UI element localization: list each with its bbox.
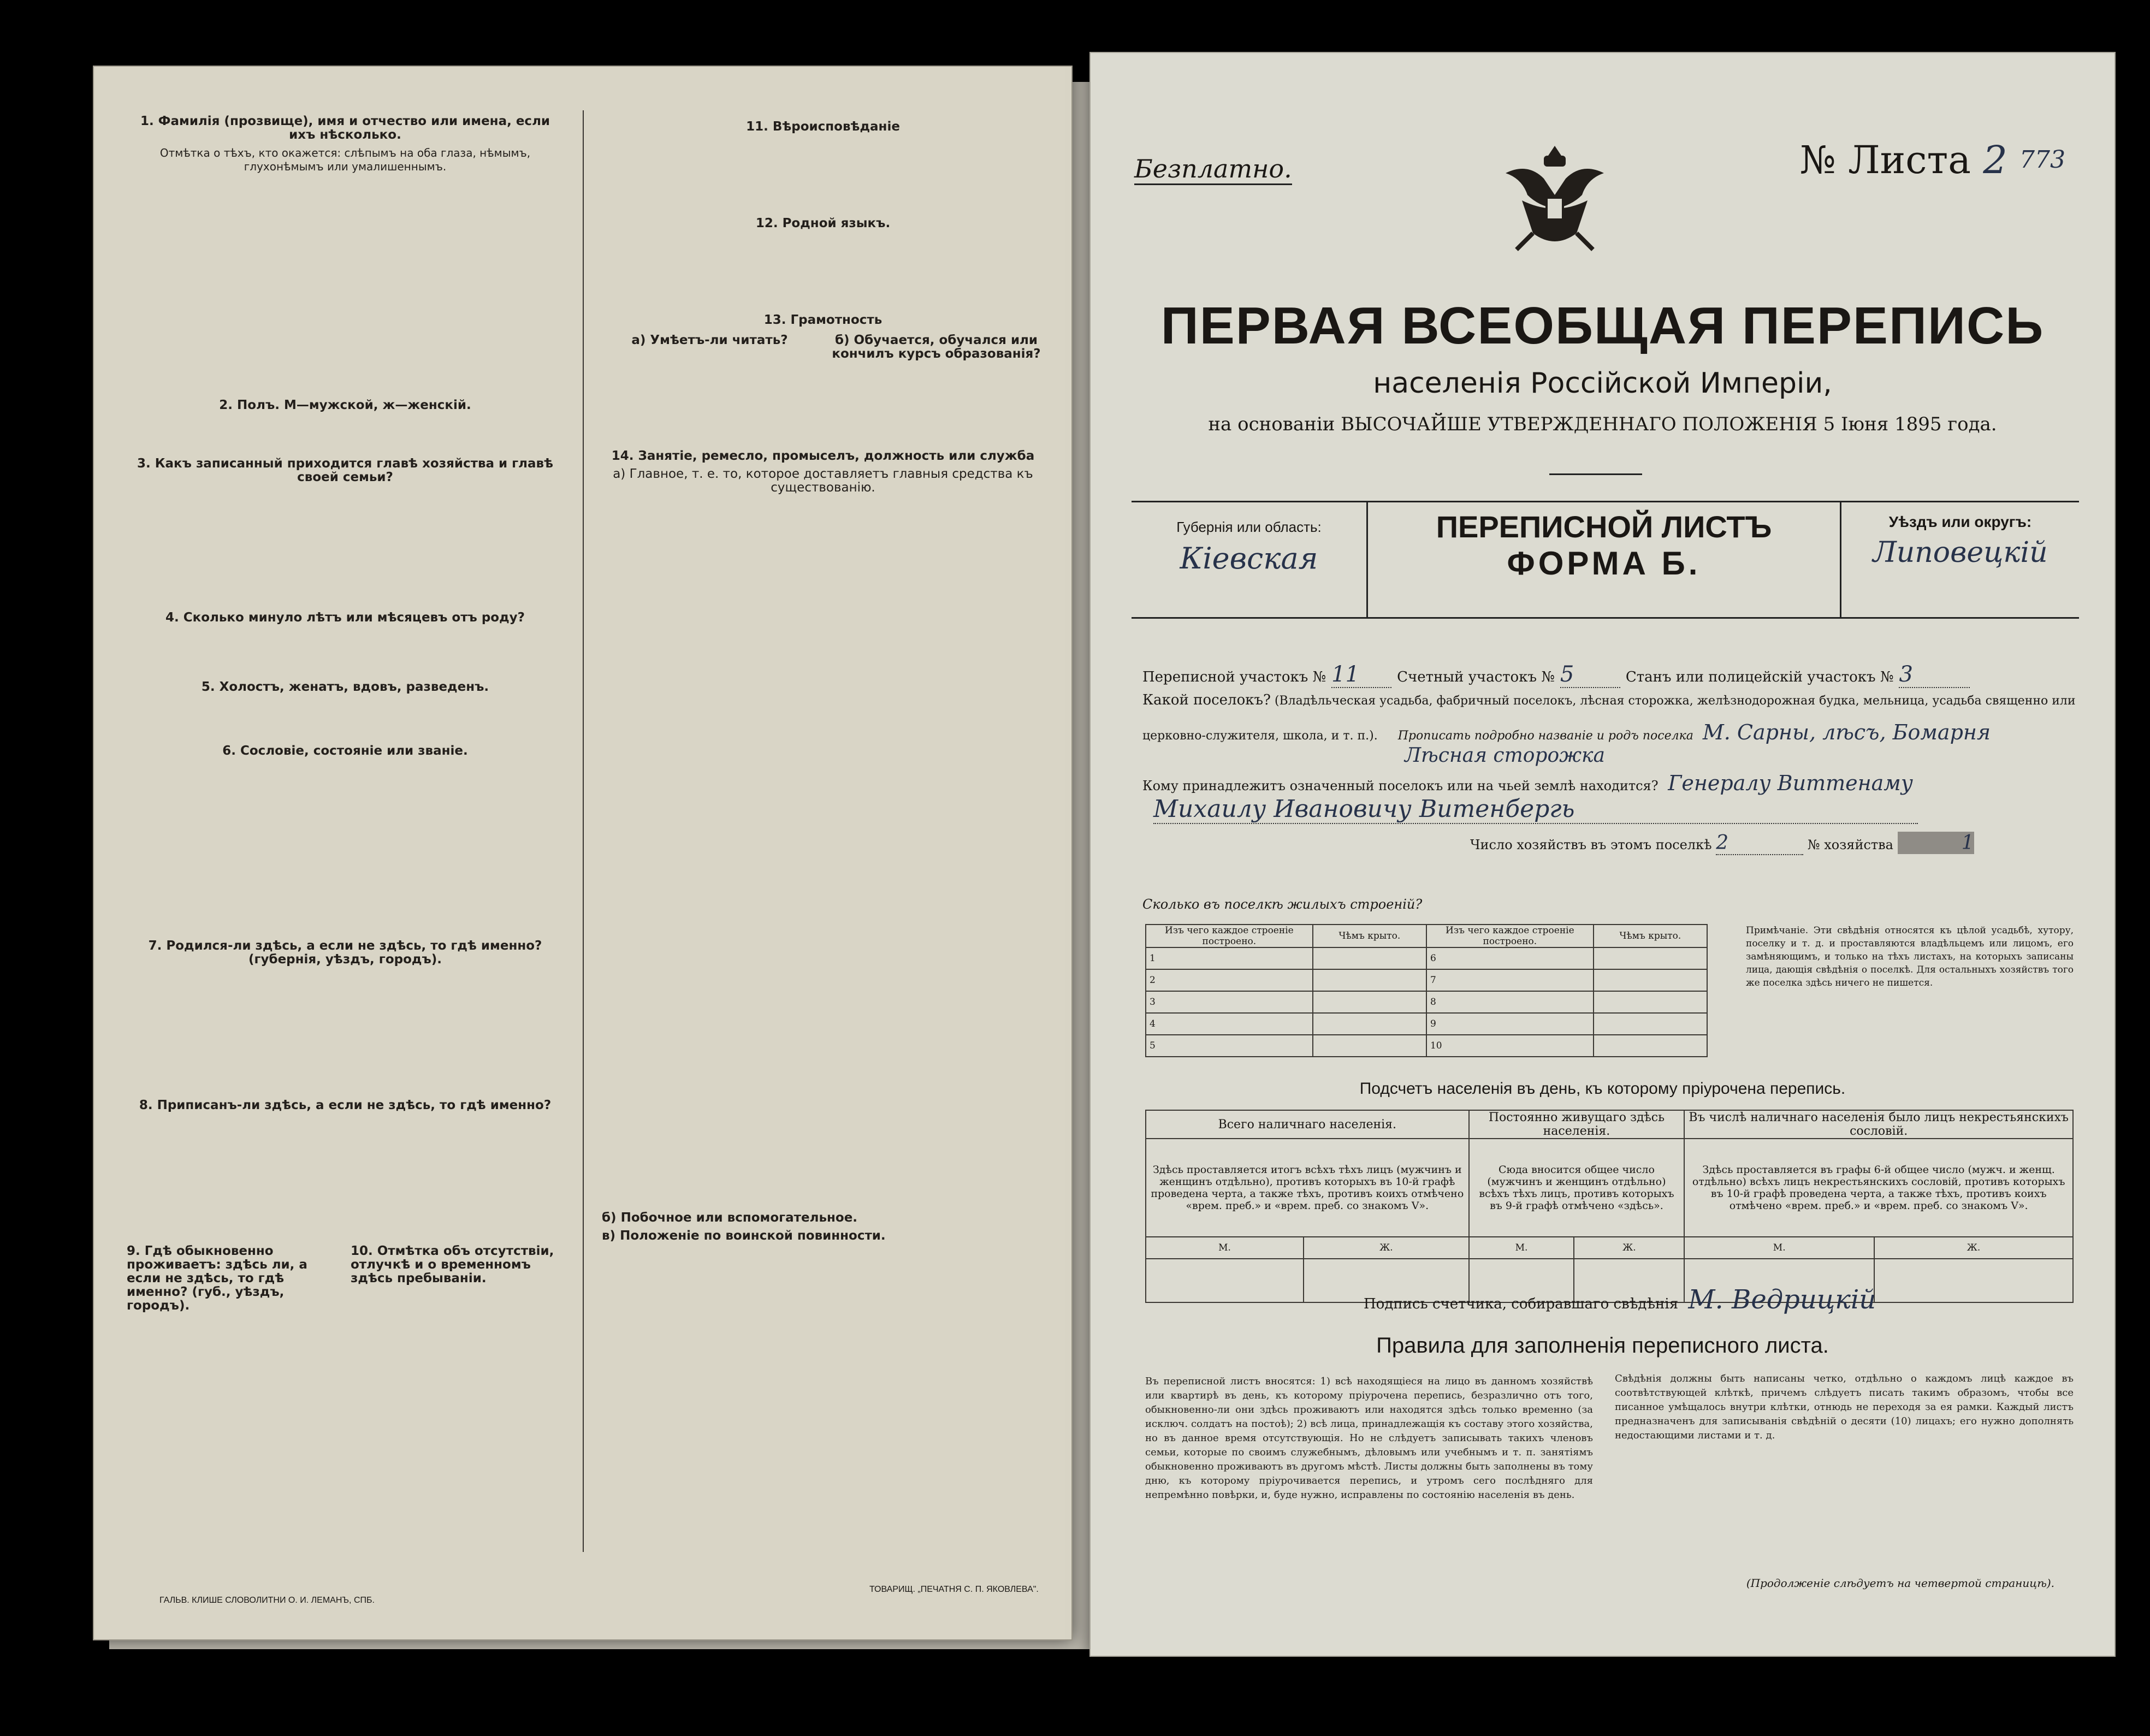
section-heading: в) Положеніе по воинской повинности. — [602, 1229, 886, 1243]
section-heading: 4. Сколько минуло лѣтъ или мѣсяцевъ отъ роду? — [165, 611, 525, 625]
count-col-header: Въ числѣ наличнаго населенія было лицъ некрестьянскихъ сословій. — [1684, 1110, 2073, 1139]
table-row: 3 — [1146, 991, 1313, 1013]
buildings-header: Чѣмъ крыто. — [1594, 925, 1707, 947]
section-subheading: Отмѣтка о тѣхъ, кто окажется: слѣпымъ на оба глаза, нѣмымъ, глухонѣмымъ или умалишеннымъ. — [159, 146, 531, 173]
census-title: ПЕРВАЯ ВСЕОБЩАЯ ПЕРЕПИСЬ — [1160, 297, 2045, 355]
count-col-header: Постоянно живущаго здѣсь населенія. — [1469, 1110, 1685, 1139]
uezd-value: Липовецкій — [1873, 536, 2048, 569]
count-col-description: Здѣсь проставляется въ графы 6-й общее число (мужч. и женщ. отдѣльно) всѣхъ лицъ некрестьянскихъ сословій, противъ которыхъ въ 10-й графѣ проведена черта, а также тѣхъ, противъ коихъ отмѣчено «врем. преб.» и «врем. преб. со знакомъ V». — [1684, 1139, 2073, 1237]
section-heading: 9. Гдѣ обыкновенно проживаетъ: здѣсь ли, а если не здѣсь, то гдѣ именно? (губ., уѣздъ, городъ). — [127, 1244, 307, 1313]
section-heading: 1. Фамилія (прозвище), имя и отчество или имена, если ихъ нѣсколько. — [140, 114, 550, 142]
imperial-eagle-emblem — [1484, 135, 1626, 260]
census-subtitle: населенія Россійской Имперіи, — [1373, 367, 1832, 400]
free-label: Безплатно. — [1134, 154, 1292, 185]
printer-credit-right: ТОВАРИЩ. „ПЕЧАТНЯ С. П. ЯКОВЛЕВА". — [869, 1585, 1039, 1594]
sheet-number-label: № Листа — [1799, 138, 1971, 182]
section-heading: б) Побочное или вспомогательное. — [602, 1211, 858, 1225]
table-row: 2 — [1146, 969, 1313, 991]
table-row: 4 — [1146, 1013, 1313, 1035]
buildings-note: Примѣчаніе. Эти свѣдѣнія относятся къ цѣлой усадьбѣ, хутору, поселку и т. д. и проставляются владѣльцемъ или лицомъ, его замѣняющимъ, и только на тѣхъ листахъ, на которыхъ записаны лица, дающія свѣдѣнія о поселкѣ. Для остальныхъ хозяйствъ того же поселка здѣсь ничего не пишется. — [1746, 925, 2074, 988]
settlement-hint-2: церковно-служителя, школа, и т. п.). — [1142, 729, 1378, 743]
signature-label: Подпись счетчика, собиравшаго свѣдѣнія — [1364, 1296, 1679, 1312]
sheet-stamp-number: 773 — [2019, 146, 2065, 174]
section-heading: 3. Какъ записанный приходится главѣ хозяйства и главѣ своей семьи? — [137, 457, 554, 484]
census-area-value: 11 — [1331, 662, 1391, 688]
buildings-header: Изъ чего каждое строеніе построено. — [1426, 925, 1594, 947]
uezd-box — [1840, 502, 2079, 617]
household-number-label: № хозяйства — [1807, 837, 1893, 852]
count-col-description: Сюда вносится общее число (мужчинъ и женщинъ отдѣльно) всѣхъ тѣхъ лицъ, противъ которыхъ въ 9-й графѣ отмѣчено «здѣсь». — [1469, 1139, 1685, 1237]
section-heading: 13. Грамотность — [763, 313, 882, 327]
guberniya-value: Кіевская — [1180, 541, 1318, 576]
household-number-value: 1 — [1898, 832, 1974, 854]
form-title-box — [1366, 502, 1841, 617]
male-header: М. — [1469, 1237, 1574, 1259]
title-rule — [1549, 473, 1642, 475]
printer-credit-left: ГАЛЬВ. КЛИШЕ СЛОВОЛИТНИ О. И. ЛЕМАНЪ, СПБ. — [159, 1596, 375, 1605]
signature-line — [1364, 1284, 1876, 1315]
section-heading: а) Умѣетъ-ли читать? — [631, 333, 788, 347]
sheet-number — [1800, 138, 2065, 182]
census-area-label: Переписной участокъ № — [1142, 669, 1326, 685]
settlement-write-hint: Прописать подробно названіе и родъ поселка — [1397, 729, 1693, 743]
table-row: 1 — [1146, 947, 1313, 969]
settlement-value: М. Сарны, лѣсъ, Бомарня — [1702, 720, 1991, 744]
form-designation: ФОРМА Б. — [1507, 545, 1701, 582]
section-heading: 5. Холостъ, женатъ, вдовъ, разведенъ. — [201, 680, 489, 694]
count-area-value: 5 — [1560, 662, 1620, 688]
male-header: М. — [1146, 1237, 1304, 1259]
instructions-column-1 — [127, 110, 564, 1315]
rules-column-2: Свѣдѣнія должны быть написаны четко, отдѣльно о каждомъ лицѣ каждое въ соотвѣтствующей клѣткѣ, причемъ слѣдуетъ писать такимъ образомъ, чтобы все писанное умѣщалось внутри клѣтки, отнюдь не переходя за ея рамки. Каждый листъ предназначенъ для записыванія свѣдѣній о десяти (10) лицахъ; его нужно дополнять недостающими листами и т. д. — [1615, 1373, 2074, 1441]
count-col-description: Здѣсь проставляется итогъ всѣхъ тѣхъ лицъ (мужчинъ и женщинъ отдѣльно), противъ которыхъ въ 10-й графѣ проведена черта, а также тѣхъ, противъ коихъ отмѣчено «врем. преб.» и «врем. преб. со знакомъ V». — [1146, 1139, 1469, 1237]
table-row: 7 — [1426, 969, 1594, 991]
settlement-hint: (Владѣльческая усадьба, фабричный поселокъ, лѣсная сторожка, желѣзнодорожная будка, мельница, усадьба священно или — [1274, 694, 2076, 708]
table-row: 8 — [1426, 991, 1594, 1013]
table-row: 5 — [1146, 1035, 1313, 1057]
households-label: Число хозяйствъ въ этомъ поселкѣ — [1470, 837, 1712, 852]
census-form-page — [1089, 52, 2116, 1657]
census-areas-line — [1142, 662, 2082, 688]
count-area-label: Счетный участокъ № — [1397, 669, 1555, 685]
section-heading: 7. Родился-ли здѣсь, а если не здѣсь, то гдѣ именно? (губернія, уѣздъ, городъ). — [148, 939, 542, 967]
households-value: 2 — [1716, 832, 1803, 855]
male-header: М. — [1684, 1237, 1874, 1259]
section-heading: 8. Приписанъ-ли здѣсь, а если не здѣсь, то гдѣ именно? — [139, 1098, 552, 1112]
table-row: 6 — [1426, 947, 1594, 969]
police-area-label: Станъ или полицейскій участокъ № — [1625, 669, 1894, 685]
header-band — [1132, 501, 2079, 619]
section-heading: 10. Отмѣтка объ отсутствіи, отлучкѣ и о временномъ здѣсь пребываніи. — [351, 1244, 554, 1285]
legal-basis: на основаніи ВЫСОЧАЙШЕ УТВЕРЖДЕННАГО ПОЛОЖЕНІЯ 5 Іюня 1895 года. — [1208, 413, 1997, 435]
guberniya-box — [1132, 502, 1368, 617]
section-heading: 12. Родной языкъ. — [755, 216, 891, 230]
rules-title: Правила для заполненія переписного листа. — [1376, 1334, 1829, 1358]
settlement-value-2: Лѣсная сторожка — [1405, 744, 1605, 767]
owner-label: Кому принадлежитъ означенный поселокъ или на чьей землѣ находится? — [1142, 778, 1659, 793]
sheet-number-value: 2 — [1983, 138, 2007, 182]
table-row: 9 — [1426, 1013, 1594, 1035]
column-divider — [583, 110, 584, 1552]
female-header: Ж. — [1874, 1237, 2073, 1259]
form-title: ПЕРЕПИСНОЙ ЛИСТЪ — [1436, 509, 1772, 544]
uezd-label: Уѣздъ или округъ: — [1888, 513, 2032, 530]
owner-value: Генералу Виттенаму — [1668, 771, 1913, 795]
instructions-column-2 — [602, 116, 1044, 1245]
signature-value: М. Ведрицкій — [1688, 1284, 1876, 1315]
section-heading: 2. Полъ. М—мужской, ж—женскій. — [219, 398, 471, 412]
section-subheading: а) Главное, т. е. то, которое доставляетъ главныя средства къ существованію. — [613, 467, 1033, 495]
section-heading: 6. Сословіе, состояніе или званіе. — [222, 744, 468, 758]
police-area-value: 3 — [1899, 662, 1970, 688]
guberniya-label: Губернія или область: — [1176, 519, 1322, 535]
buildings-header: Изъ чего каждое строеніе построено. — [1146, 925, 1313, 947]
owner-value-2: Михаилу Ивановичу Витенбергь — [1153, 795, 1918, 824]
buildings-header: Чѣмъ крыто. — [1313, 925, 1426, 947]
settlement-section — [1142, 692, 2082, 855]
buildings-label: Сколько въ поселкѣ жилыхъ строеній? — [1142, 897, 1423, 912]
body-text-block — [127, 176, 564, 394]
buildings-table — [1145, 924, 1708, 1057]
section-heading: 14. Занятіе, ремесло, промыселъ, должность или служба — [611, 449, 1035, 463]
count-col-header: Всего наличнаго населенія. — [1146, 1110, 1469, 1139]
settlement-label: Какой поселокъ? — [1142, 692, 1271, 708]
female-header: Ж. — [1574, 1237, 1684, 1259]
continued-note: (Продолженіе слѣдуетъ на четвертой страницѣ). — [1746, 1577, 2054, 1590]
population-count-table — [1145, 1110, 2074, 1303]
section-heading: 11. Вѣроисповѣданіе — [746, 120, 900, 134]
count-title: Подсчетъ населенія въ день, къ которому пріурочена перепись. — [1359, 1080, 1846, 1098]
section-heading: б) Обучается, обучался или кончилъ курсъ образованія? — [832, 333, 1041, 361]
female-header: Ж. — [1304, 1237, 1469, 1259]
left-instructions-page — [93, 66, 1073, 1640]
table-row: 10 — [1426, 1035, 1594, 1057]
rules-column-1: Въ переписной листъ вносятся: 1) всѣ находящіеся на лицо въ данномъ хозяйствѣ или квартирѣ въ день, къ которому пріурочена перепись, безразлично отъ того, обыкновенно-ли они здѣсь проживаютъ или находятся здѣсь только временно (за исключ. солдатъ на постоѣ); 2) всѣ лица, принадлежащія къ составу этого хозяйства, но въ данное время отсутствующія. Но не слѣдуетъ записывать такихъ членовъ семьи, которые по своимъ служебнымъ, дѣловымъ или учебнымъ и т. п. занятіямъ обыкновенно проживаютъ въ другомъ мѣстѣ. Листы должны быть заполнены въ тому дню, къ которому пріурочивается перепись, и утромъ сего послѣдняго для непремѣнно повѣрки, и, буде нужно, исправлены по состоянію населенія въ день. — [1145, 1376, 1593, 1501]
